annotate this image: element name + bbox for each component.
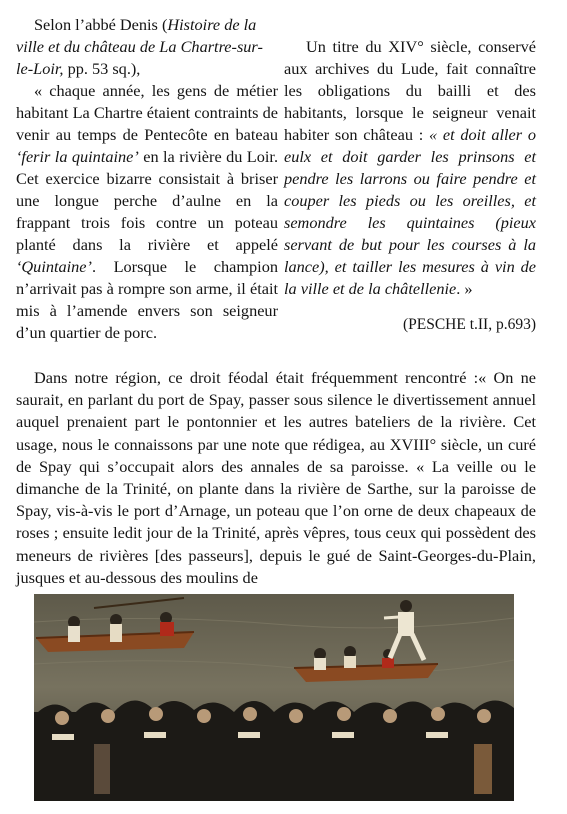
lude-title-paragraph: Un titre du XIV° siècle, conservé aux archives du Lude, fait connaître les obligations du bailli et des habitants, lorsque le seigneur venait habiter son château : « et doit aller o eulx et doit garder les prinsons et pendre les larrons ou faire pendre et couper les pieds ou les oreilles, et semondre les quintaines (pieux servant de but pour les courses à la lance), et tailler les mesures à vin de la ville et de la châtellenie. » — [284, 37, 536, 298]
crowd — [34, 700, 514, 801]
body-text — [16, 367, 536, 589]
quintaine-painting — [34, 594, 514, 801]
right-column — [284, 36, 536, 336]
left-column — [16, 14, 278, 344]
citation: (PESCHE t.II, p.693) — [402, 316, 536, 333]
source-reference: Selon l’abbé Denis (Histoire de la ville et du château de La Chartre-sur-le-Loir, pp. 53 sq.), — [16, 15, 263, 78]
spay-paragraph: Dans notre région, ce droit féodal était fréquemment rencontré :« On ne saurait, en parlant du port de Spay, passer sous silence le divertissement annuel auquel prenaient part le pontonnier et les autres bateliers de la rivière. Cet usage, nous le connaissons par une note que rédigea, au XVIII° siècle, un curé de Spay qui s’occupait alors des annales de sa paroisse. « La veille ou le dimanche de la Trinité, on plante dans la rivière de Sarthe, sur la paroisse de Spay, vis-à-vis le port d’Arnage, un poteau que l’on orne de deux chapeaux de roses ; ensuite ledit jour de la Trinité, après vêpres, tous ceux qui possèdent des meneurs de rivières [des passeurs], depuis le gué de Saint-Georges-du-Plain, jusques et au-dessous des moulins de — [16, 368, 536, 587]
source-title: Histoire de la ville et du château de La Chartre-sur-le-Loir, — [16, 15, 263, 78]
quintaine-quote: « chaque année, les gens de métier habitant La Chartre étaient contraints de venir au temps de Pentecôte en bateau ‘ferir la quintaine’ en la rivière du Loir. Cet exercice bizarre consistait à briser une longue perche d’aulne en la frappant trois fois contre un poteau planté dans la rivière et appelé ‘Quintaine’. Lorsque le champion n’arrivait pas à rompre son arme, il était mis à l’amende envers son seigneur d’un quartier de porc. — [16, 81, 279, 342]
